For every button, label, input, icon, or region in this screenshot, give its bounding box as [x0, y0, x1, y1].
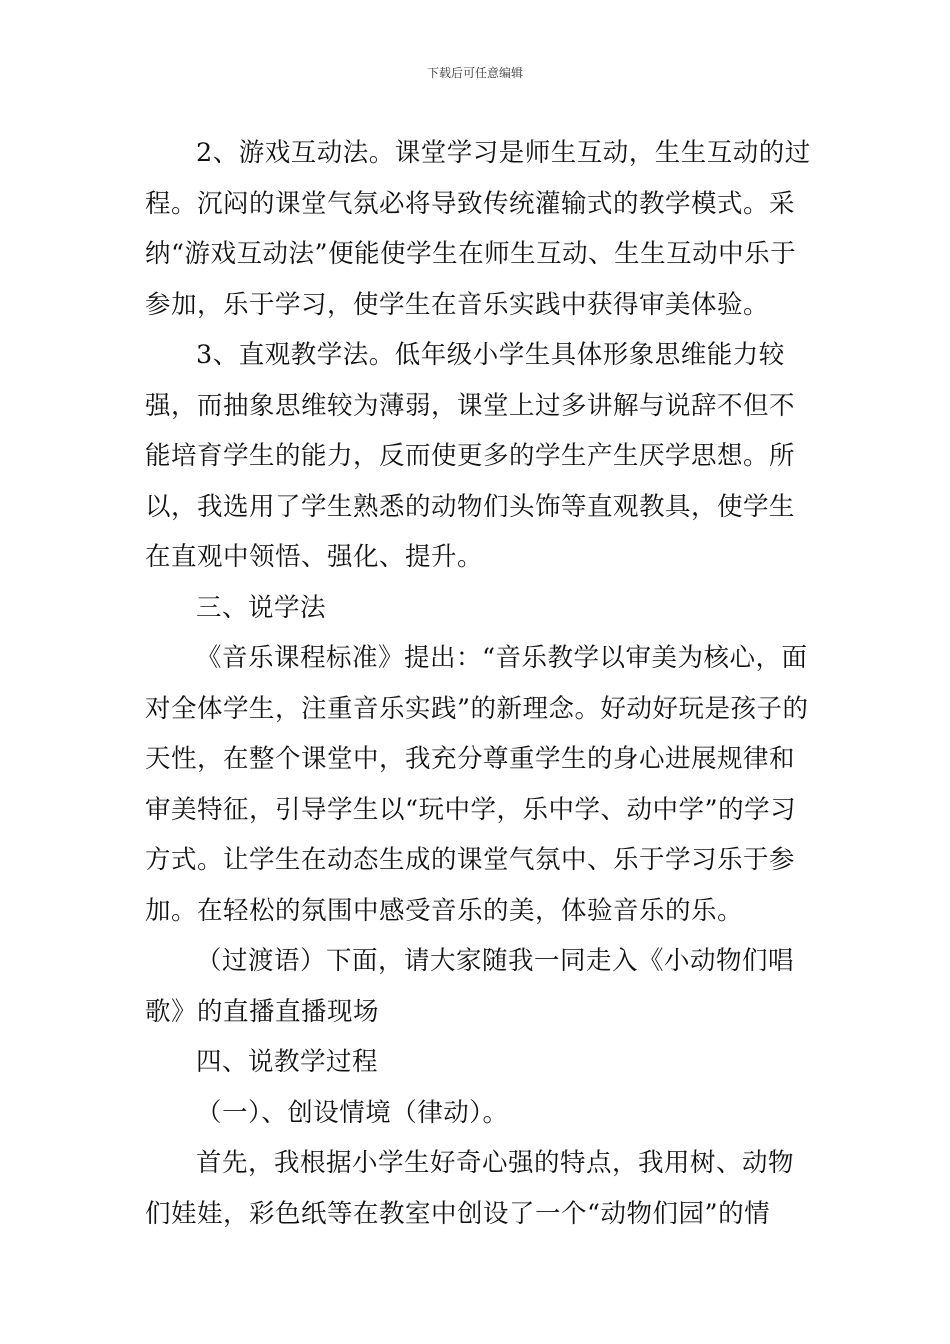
section-heading-learning-method: 三、说学法	[196, 592, 327, 623]
paragraph-game-interaction: 2、游戏互动法。课堂学习是师生互动，生生互动的过程。沉闷的课堂气氛必将导致传统灌输式的教学模式。采纳“游戏互动法”便能使学生在师生互动、生生互动中乐于参加，乐于学习，使学生在音乐实践中获得审美体验。	[145, 138, 811, 320]
document-body	[145, 128, 813, 1239]
section-heading-teaching-process: 四、说教学过程	[196, 1047, 379, 1077]
page-header: 下载后可任意编辑	[426, 66, 523, 80]
paragraph-music-standard: 《音乐课程标准》提出：“音乐教学以审美为核心，面对全体学生，注重音乐实践”的新理念。好动好玩是孩子的天性，在整个课堂中，我充分尊重学生的身心进展规律和审美特征，引导学生以“玩中学，乐中学、动中学”的学习方式。让学生在动态生成的课堂气氛中、乐于学习乐于参加。在轻松的氛围中感受音乐的美，体验音乐的乐。	[145, 643, 809, 926]
paragraph-transition: （过渡语）下面，请大家随我一同走入《小动物们唱歌》的直播直播现场	[145, 946, 795, 1027]
paragraph-visual-teaching: 3、直观教学法。低年级小学生具体形象思维能力较强，而抽象思维较为薄弱，课堂上过多讲解与说辞不但不能培育学生的能力，反而使更多的学生产生厌学思想。所以，我选用了学生熟悉的动物们头饰等直观教具，使学生在直观中领悟、强化、提升。	[145, 340, 796, 572]
paragraph-first-step: 首先，我根据小学生好奇心强的特点，我用树、动物们娃娃，彩色纸等在教室中创设了一个“动物们园”的情	[145, 1148, 795, 1229]
subheading-create-scenario: （一）、创设情境（律动）。	[196, 1097, 509, 1128]
